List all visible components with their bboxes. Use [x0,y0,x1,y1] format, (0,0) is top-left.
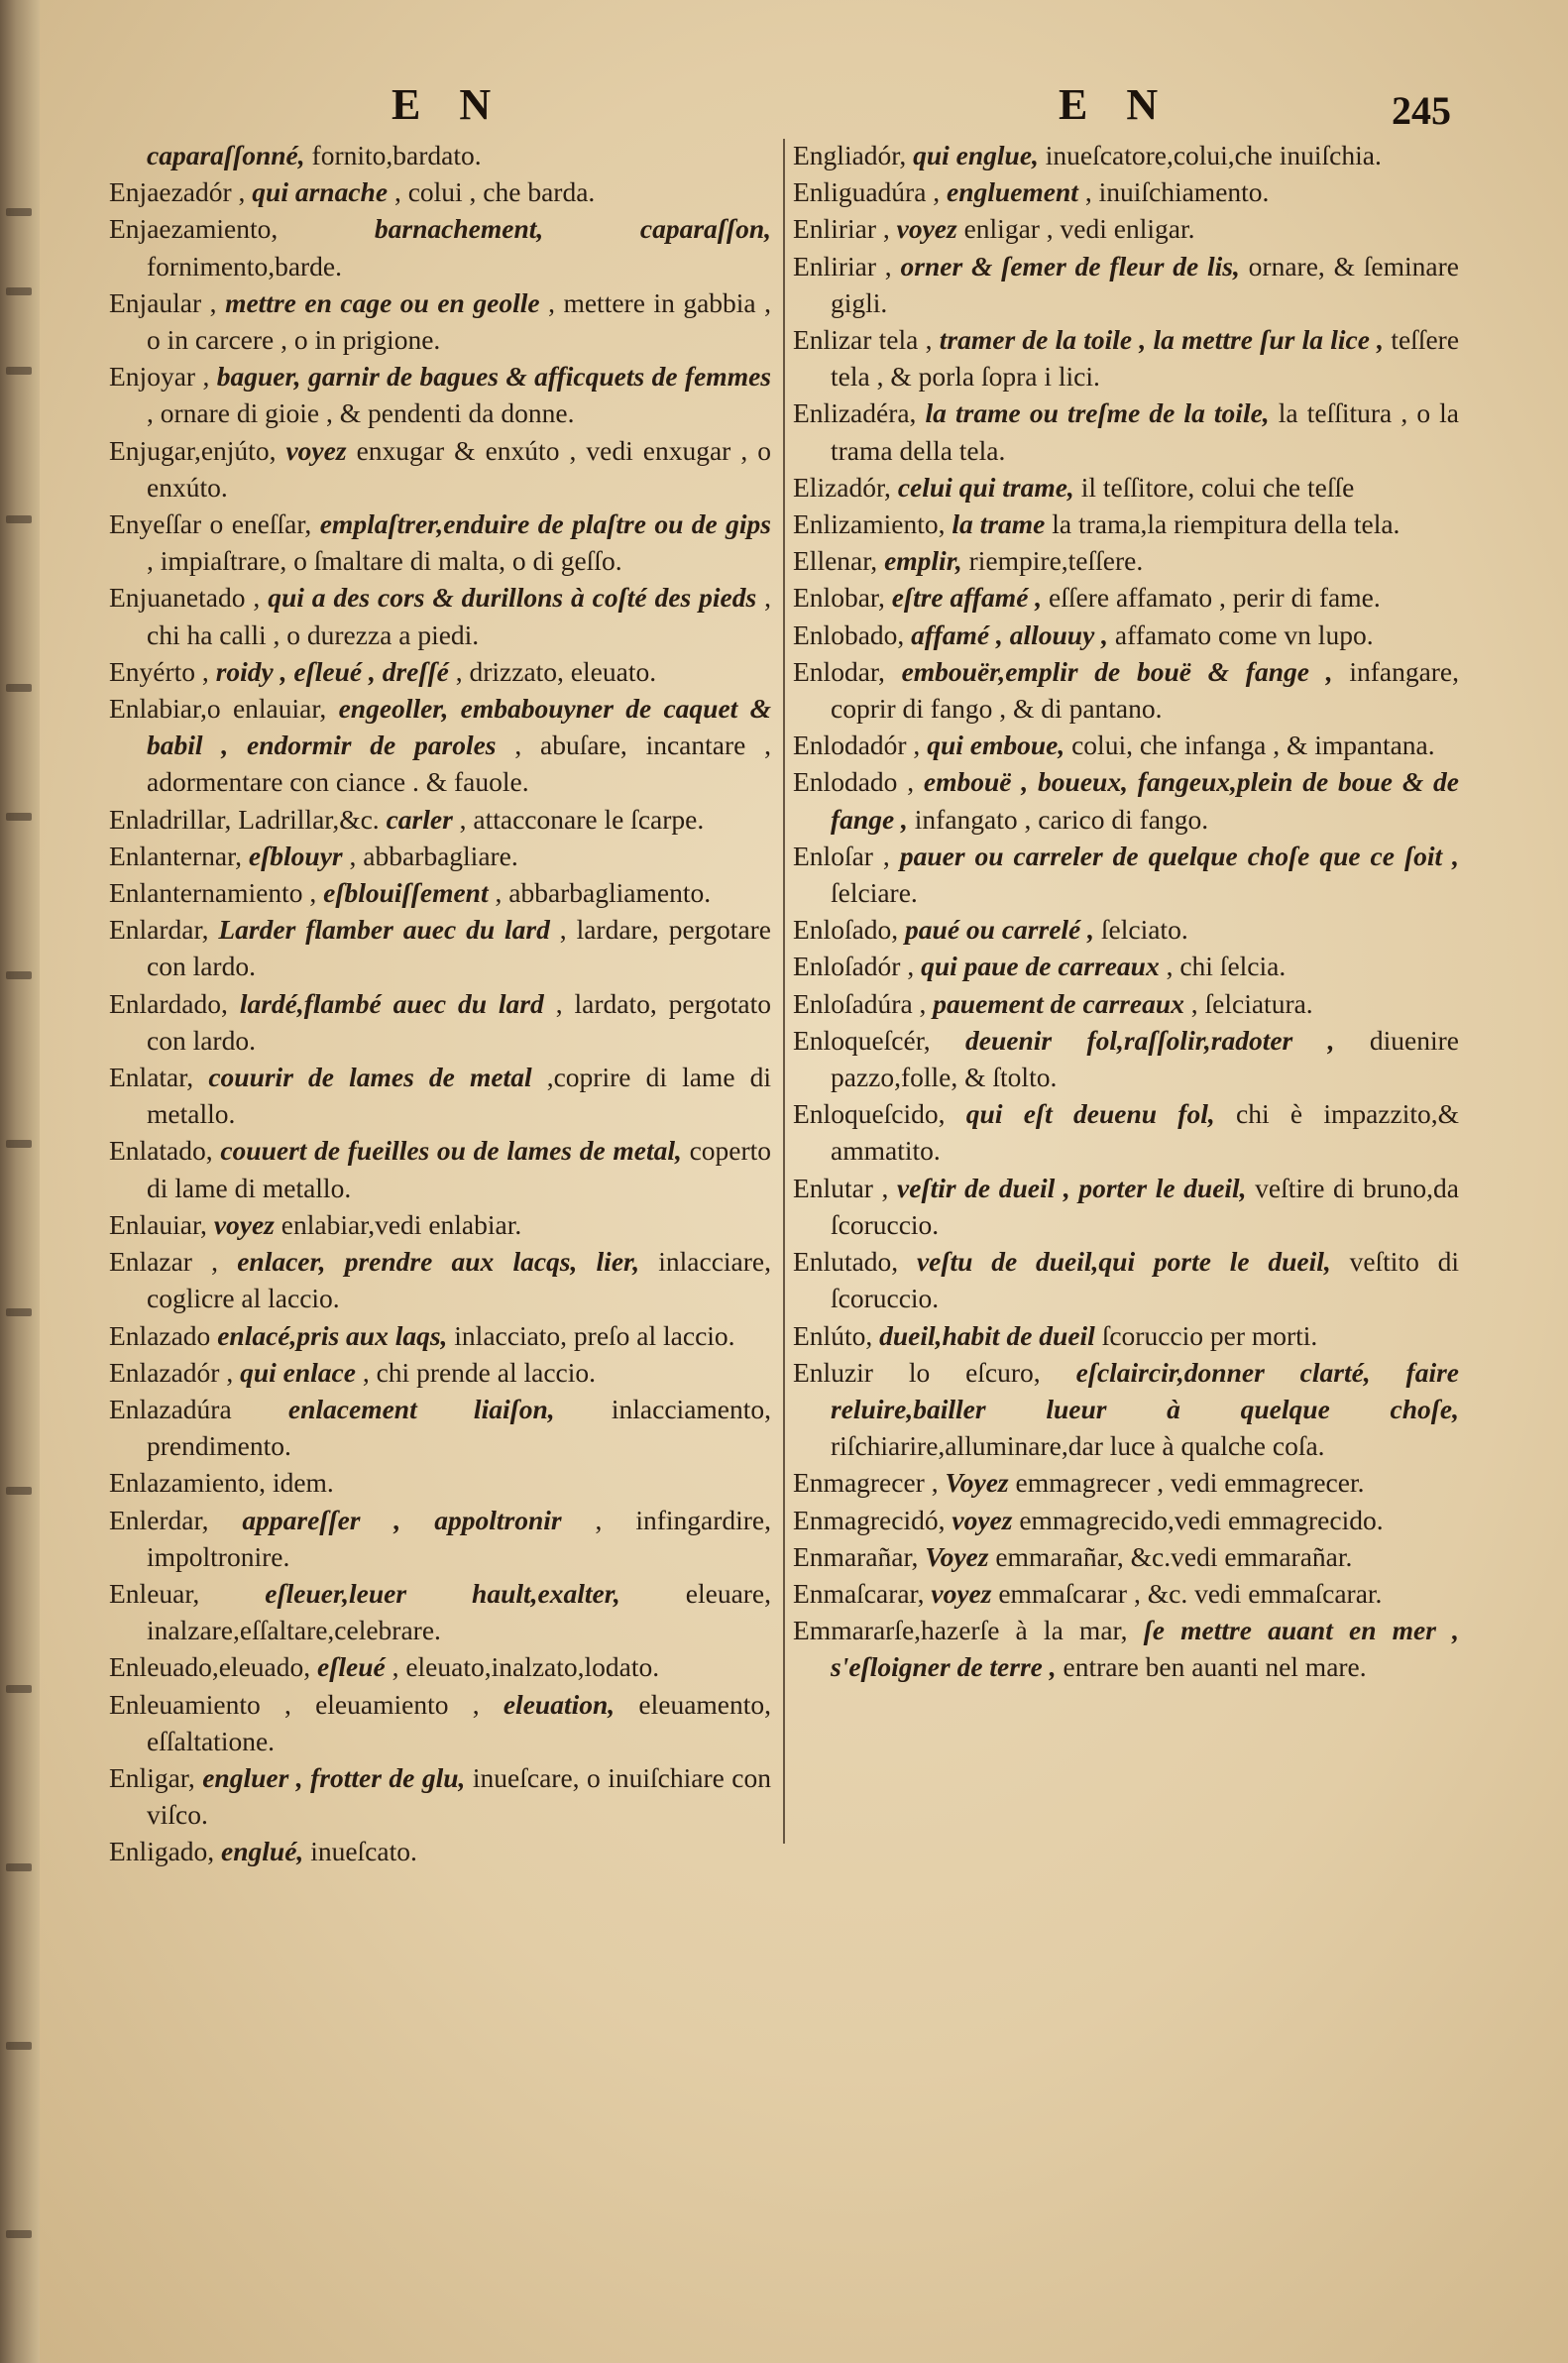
entry-italian-gloss: affamato come vn lupo. [1114,619,1374,650]
entry-headword: Enlodar, [793,655,885,687]
entry-headword: Enlauiar, [109,1208,207,1240]
entry-headword: Enlutado, [793,1246,899,1278]
edge-mark [6,1308,32,1316]
entry-french-gloss: la trame ou treſme de la toile, [925,397,1270,429]
entry-headword: Enlazadór , [109,1356,234,1388]
entry-headword: Enjugar,enjúto, [109,434,277,466]
dictionary-entry [109,1391,771,1464]
dictionary-entry [109,1354,771,1391]
entry-italian-gloss: inueſcato. [310,1836,417,1867]
entry-italian-gloss: , eleuato,inalzato,lodato. [392,1651,660,1683]
dictionary-entry [793,1354,1459,1465]
entry-italian-gloss: la teſſitura , o la trama della tela. [831,397,1460,466]
entry-french-gloss: appareſſer , appoltronir [242,1504,562,1535]
entry-french-gloss: embouë , boueux, fangeux,plein de boue & de fange , [831,766,1459,835]
entry-italian-gloss: emmagrecido,vedi emmagrecido. [1019,1504,1384,1535]
entry-headword: Enloqueſcér, [793,1024,931,1056]
entry-headword: Enlardado, [109,987,228,1019]
entry-italian-gloss: , chi ha calli , o durezza a piedi. [147,582,772,650]
entry-french-gloss: deuenir fol,raſſolir,radoter , [965,1024,1335,1056]
entry-italian-gloss: veſtire di bruno,da ſcoruccio. [831,1172,1459,1240]
entry-headword: Enliriar , [793,213,890,245]
entry-french-gloss: voyez [285,434,347,466]
entry-french-gloss: enlacé,pris aux laqs, [217,1319,448,1351]
entry-headword: Enjaular , [109,286,217,318]
entry-headword: Enleuamiento , eleuamiento , [109,1688,480,1720]
dictionary-entry [793,948,1459,984]
entry-headword: Enloſado, [793,914,899,946]
entry-french-gloss: voyez [952,1504,1013,1535]
entry-italian-gloss: , chi ſelcia. [1166,951,1287,982]
entry-french-gloss: embouër,emplir de bouë & fange , [901,655,1333,687]
dictionary-entry [793,469,1459,506]
entry-italian-gloss: riſchiarire,alluminare,dar luce à qualche coſa. [831,1430,1325,1462]
entry-headword: Enjoyar , [109,361,210,393]
entry-italian-gloss: inlacciare, coglicre al laccio. [147,1246,771,1314]
entry-french-gloss: eſblouyr [248,840,343,871]
dictionary-entry [109,1833,771,1869]
entry-headword: Enlerdar, [109,1504,209,1535]
entry-french-gloss: pauement de carreaux [933,987,1184,1019]
dictionary-entry [793,1502,1459,1538]
entry-headword: Enjuanetado , [109,582,261,614]
dictionary-entry [109,506,771,579]
entry-italian-gloss: il teſſitore, colui che teſſe [1080,471,1355,503]
dictionary-entry [793,321,1459,394]
entry-italian-gloss: ,coprire di lame di metallo. [147,1062,772,1130]
entry-italian-gloss: enlabiar,vedi enlabiar. [280,1208,522,1240]
entry-french-gloss: tramer de la toile , la mettre ſur la lice , [939,324,1385,356]
entry-italian-gloss: eleuamento, eſſaltatione. [147,1688,772,1756]
dictionary-entry [109,1759,771,1833]
dictionary-entry [109,1206,771,1243]
entry-italian-gloss: , lardare, pergotare con lardo. [147,914,772,982]
entry-french-gloss: qui paue de carreaux [921,951,1160,982]
dictionary-entry [793,394,1459,468]
entry-french-gloss: ſe mettre auant en mer , s'eſloigner de terre , [831,1615,1459,1683]
entry-italian-gloss: , impiaſtrare, o ſmaltare di malta, o di geſſo. [147,545,622,577]
entry-french-gloss: eſleuer,leuer hault,exalter, [265,1577,620,1609]
entry-headword: Enlobar, [793,582,885,614]
entry-italian-gloss: , ornare di gioie , & pendenti da donne. [147,397,575,429]
dictionary-entry [793,911,1459,948]
left-column [109,137,771,1870]
edge-mark [6,813,32,821]
entry-headword: Enliguadúra , [793,176,941,208]
entry-headword: Enlazadúra [109,1393,232,1424]
entry-headword: Ellenar, [793,545,878,577]
right-column [793,137,1459,1686]
entry-headword: Enlúto, [793,1319,873,1351]
entry-headword: Enlazamiento, [109,1467,267,1499]
entry-french-gloss: qui enlace [240,1356,356,1388]
edge-mark [6,684,32,692]
entry-headword: Enlanternamiento , [109,877,317,909]
dictionary-entry [109,1502,771,1575]
dictionary-entry [793,1575,1459,1612]
dictionary-entry [793,1317,1459,1354]
entry-italian-gloss: , mettere in gabbia , o in carcere , o in prigione. [147,286,772,356]
entry-italian-gloss: emmarañar, &c.vedi emmarañar. [995,1540,1353,1572]
entry-italian-gloss: colui, che infanga , & impantana. [1071,730,1435,761]
entry-french-gloss: caparaſſonné, [147,140,305,170]
entry-headword: Enmagrecer , [793,1467,939,1499]
entry-italian-gloss: la trama,la riempitura della tela. [1052,508,1400,540]
entry-headword: Enmaſcarar, [793,1577,925,1609]
entry-french-gloss: qui emboue, [927,730,1065,761]
dictionary-entry [109,1575,771,1648]
entry-french-gloss: baguer, garnir de bagues & afficquets de femmes [216,361,771,393]
entry-italian-gloss: riempire,teſſere. [968,545,1144,577]
entry-headword: Enloſadúra , [793,987,927,1019]
dictionary-entry [109,1648,771,1685]
entry-italian-gloss: , infingardire, impoltronire. [147,1504,771,1572]
entry-headword: Enlutar , [793,1172,889,1203]
entry-italian-gloss: , ſelciatura. [1190,987,1313,1019]
entry-italian-gloss: veſtito di ſcoruccio. [831,1246,1460,1314]
entry-headword: Enmarañar, [793,1540,919,1572]
dictionary-entry [109,1317,771,1354]
dictionary-entry [793,763,1459,837]
entry-french-gloss: mettre en cage ou en geolle [225,286,540,318]
entry-italian-gloss: idem. [272,1467,334,1499]
dictionary-entry [109,1243,771,1316]
entry-headword: Enlizar tela , [793,324,933,356]
entry-french-gloss: lardé,flambé auec du lard [239,987,544,1019]
dictionary-entry [793,1538,1459,1575]
entry-french-gloss: englué, [221,1836,304,1867]
edge-mark [6,1863,32,1871]
edge-mark [6,2230,32,2238]
right-running-head: E N [1059,80,1173,129]
entry-italian-gloss: fornimento,barde. [147,250,343,281]
entry-french-gloss: voyez [213,1208,275,1240]
entry-french-gloss: carler [386,803,453,835]
entry-italian-gloss: , colui , che barda. [393,176,596,208]
entry-italian-gloss: entrare ben auanti nel mare. [1063,1651,1367,1683]
entry-headword: Enlodado , [793,766,915,798]
entry-italian-gloss: inlacciato, preſo al laccio. [454,1319,735,1351]
entry-headword: Enlabiar,o enlauiar, [109,693,327,725]
entry-french-gloss: veſtir de dueil , porter le dueil, [897,1172,1247,1203]
dictionary-entry [793,1464,1459,1501]
dictionary-entry [109,432,771,506]
edge-mark [6,971,32,979]
entry-french-gloss: emplir, [884,545,962,577]
dictionary-entry [109,801,771,838]
entry-italian-gloss: coperto di lame di metallo. [147,1135,772,1203]
entry-italian-gloss: enxugar & enxúto , vedi enxugar , o enxúto. [147,434,771,503]
entry-italian-gloss: , lardato, pergotato con lardo. [147,987,772,1056]
entry-headword: Enjaezamiento, [109,213,279,245]
entry-italian-gloss: , abbarbagliare. [349,840,518,871]
entry-french-gloss: couurir de lames de metal [208,1062,532,1093]
entry-italian-gloss: ſelciare. [831,877,918,909]
entry-french-gloss: qui eſt deuenu fol, [965,1098,1215,1130]
edge-mark [6,287,32,295]
entry-italian-gloss: eleuare, inalzare,eſſaltare,celebrare. [147,1577,772,1646]
dictionary-entry [109,1686,771,1759]
entry-italian-gloss: , chi prende al laccio. [362,1356,597,1388]
dictionary-entry [109,358,771,431]
dictionary-entry [793,210,1459,247]
entry-italian-gloss: , abbarbagliamento. [495,877,712,909]
dictionary-entry [109,690,771,801]
entry-headword: Enlazado [109,1319,211,1351]
dictionary-entry [109,173,771,210]
entry-french-gloss: qui a des cors & durillons à coſté des pieds [268,582,757,614]
dictionary-entry [109,1059,771,1132]
dictionary-entry [793,137,1459,173]
entry-french-gloss: dueil,habit de dueil [879,1319,1095,1351]
dictionary-entry [109,874,771,911]
entry-french-gloss: roidy , eſleué , dreſſé [215,655,449,687]
dictionary-entry [793,1022,1459,1095]
entry-french-gloss: enlacer, prendre aux lacqs, lier, [237,1246,640,1278]
entry-french-gloss: eſleué [316,1651,386,1683]
entry-italian-gloss: eſſere affamato , perir di fame. [1049,582,1381,614]
entry-headword: Enleuado,eleuado, [109,1651,311,1683]
dictionary-entry [793,248,1459,321]
entry-italian-gloss: enligar , vedi enligar. [963,213,1195,245]
entry-french-gloss: la trame [952,508,1046,540]
entry-headword: Enladrillar, Ladrillar,&c. [109,803,380,835]
entry-french-gloss: engluer , frotter de glu, [202,1761,466,1793]
column-divider [783,139,785,1844]
entry-headword: Enlizamiento, [793,508,946,540]
entry-french-gloss: engeoller, embabouyner de caquet & babil , endormir de paroles [147,693,771,761]
entry-italian-gloss: emmaſcarar , &c. vedi emmaſcarar. [998,1577,1383,1609]
entry-italian-gloss: inueſcatore,colui,che inuiſchia. [1045,140,1382,170]
entry-italian-gloss: fornito,bardato. [311,140,482,170]
entry-italian-gloss: , abuſare, incantare , adormentare con ciance . & fauole. [147,730,772,798]
dictionary-entry [793,1170,1459,1243]
dictionary-entry [109,911,771,984]
dictionary-entry [109,579,771,652]
entry-french-gloss: enlacement liaiſon, [287,1393,555,1424]
dictionary-entry [109,284,771,358]
entry-french-gloss: celui qui trame, [897,471,1074,503]
entry-italian-gloss: inueſcare, o inuiſchiare con viſco. [147,1761,772,1831]
edge-mark [6,515,32,523]
entry-french-gloss: qui englue, [913,140,1039,170]
entry-headword: Enyeſſar o eneſſar, [109,508,312,540]
entry-french-gloss: voyez [896,213,957,245]
edge-mark [6,1487,32,1495]
entry-french-gloss: eſtre affamé , [891,582,1043,614]
entry-headword: Enlardar, [109,914,209,946]
entry-italian-gloss: emmagrecer , vedi emmagrecer. [1015,1467,1365,1499]
dictionary-entry [109,838,771,874]
entry-headword: Enloqueſcido, [793,1098,946,1130]
dictionary-entry [109,1464,771,1501]
dictionary-entry [793,985,1459,1022]
entry-french-gloss: emplaſtrer,enduire de plaſtre ou de gips [319,508,771,540]
entry-headword: Elizadór, [793,471,891,503]
entry-headword: Enlatado, [109,1135,213,1167]
entry-headword: Enloſadór , [793,951,915,982]
entry-italian-gloss: infangare, coprir di fango , & di pantano. [831,655,1460,725]
dictionary-entry [109,210,771,283]
entry-french-gloss: engluement [947,176,1078,208]
entry-french-gloss: paué ou carrelé , [905,914,1095,946]
entry-headword: Enleuar, [109,1577,200,1609]
entry-french-gloss: pauer ou carreler de quelque choſe que ce ſoit , [899,840,1460,871]
entry-french-gloss: couuert de fueilles ou de lames de metal, [220,1135,682,1167]
entry-italian-gloss: diuenire pazzo,folle, & ſtolto. [831,1024,1459,1093]
entry-italian-gloss: ſelciato. [1100,914,1188,946]
entry-french-gloss: barnachement, caparaſſon, [374,213,772,245]
page-gutter-edge [0,0,40,2363]
edge-mark [6,1140,32,1148]
entry-french-gloss: eſblouiſſement [323,877,489,909]
entry-french-gloss: eſclaircir,donner clarté, faire reluire,bailler lueur à quelque choſe, [831,1356,1460,1424]
dictionary-entry [109,985,771,1059]
edge-mark [6,367,32,375]
page-number: 245 [1392,88,1451,133]
entry-headword: Enlobado, [793,619,905,650]
edge-mark [6,208,32,216]
dictionary-entry [793,1243,1459,1316]
entry-headword: Enlazar , [109,1246,219,1278]
entry-french-gloss: voyez [931,1577,992,1609]
entry-french-gloss: qui arnache [252,176,389,208]
entry-french-gloss: Larder flamber auec du lard [218,914,550,946]
entry-italian-gloss: chi è impazzito,& ammatito. [831,1098,1460,1167]
entry-headword: Enjaezadór , [109,176,246,208]
entry-italian-gloss: , drizzato, eleuato. [455,655,657,687]
entry-italian-gloss: , inuiſchiamento. [1084,176,1270,208]
entry-headword: Enlatar, [109,1062,194,1093]
entry-headword: Engliadór, [793,140,907,170]
entry-french-gloss: affamé , allouuy , [911,619,1109,650]
dictionary-entry [793,173,1459,210]
dictionary-entry [109,1132,771,1205]
entry-headword: Enligar, [109,1761,195,1793]
edge-mark [6,2042,32,2050]
dictionary-entry [793,653,1459,727]
dictionary-entry [793,542,1459,579]
entry-headword: Enyérto , [109,655,209,687]
entry-headword: Enluzir lo eſcuro, [793,1356,1041,1388]
entry-italian-gloss: , attacconare le ſcarpe. [459,803,705,835]
dictionary-entry [793,727,1459,763]
entry-french-gloss: eleuation, [503,1688,616,1720]
entry-headword: Enloſar , [793,840,890,871]
entry-headword: Enlizadéra, [793,397,917,429]
entry-french-gloss: Voyez [945,1467,1009,1499]
entry-headword: Emmararſe,hazerſe à la mar, [793,1615,1128,1646]
entry-italian-gloss: teſſere tela , & porla ſopra i lici. [831,324,1460,393]
entry-french-gloss: Voyez [925,1540,989,1572]
entry-italian-gloss: ſcoruccio per morti. [1101,1319,1318,1351]
entry-headword: Enliriar , [793,250,892,281]
left-running-head: E N [392,80,505,129]
dictionary-entry [793,1612,1459,1685]
entry-french-gloss: veſtu de dueil,qui porte le dueil, [916,1246,1331,1278]
entry-headword: Enmagrecidó, [793,1504,946,1535]
dictionary-entry [793,838,1459,911]
dictionary-entry [793,617,1459,653]
dictionary-entry [109,137,771,173]
entry-headword: Enlodadór , [793,730,921,761]
dictionary-entry [793,579,1459,616]
dictionary-entry [109,653,771,690]
entry-headword: Enligado, [109,1836,215,1867]
dictionary-entry [793,1095,1459,1169]
entry-italian-gloss: infangato , carico di fango. [914,803,1209,835]
entry-french-gloss: orner & ſemer de fleur de lis, [900,250,1240,281]
edge-mark [6,1685,32,1693]
dictionary-entry [793,506,1459,542]
entry-italian-gloss: inlacciamento, prendimento. [147,1393,772,1462]
entry-headword: Enlanternar, [109,840,243,871]
entry-italian-gloss: ornare, & ſeminare gigli. [831,250,1459,318]
